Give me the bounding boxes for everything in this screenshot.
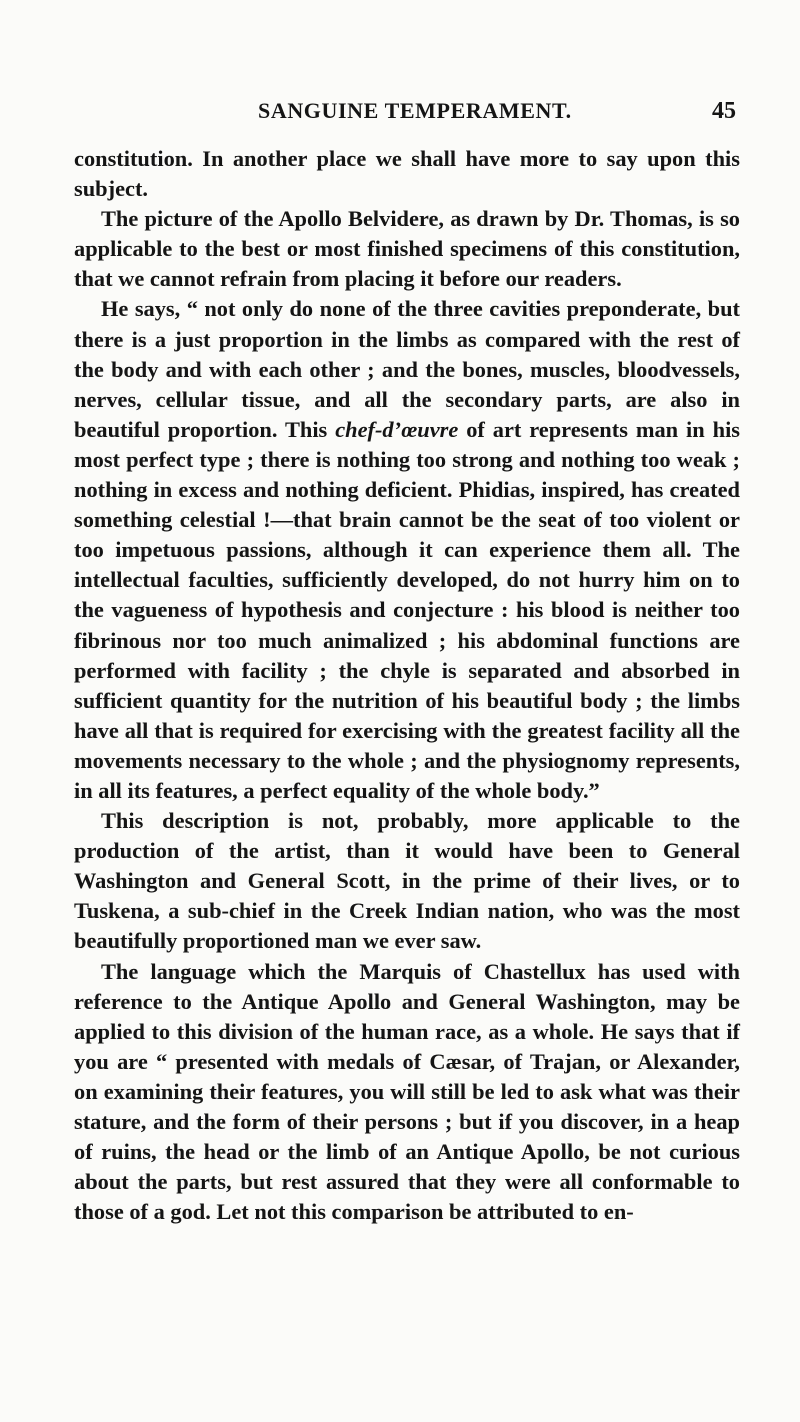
paragraph-chastellux: The language which the Marquis of Chastellux has used with reference to the Antique Apollo and General Washington, may be applied to this division of the human race, as a whole. He says that if you are “ presented with medals of Cæsar, of Trajan, or Alexander, on examining their features, you will still be led to ask what was their stature, and the form of their persons ; but if you discover, in a heap of ruins, the head or the limb of an Antique Apollo, be not curious about the parts, but rest assured that they were all conformable to those of a god. Let not this comparison be attributed to en- bbox=[74, 958, 740, 1225]
running-head bbox=[0, 98, 800, 138]
running-title: SANGUINE TEMPERAMENT. bbox=[258, 98, 572, 123]
body-text bbox=[74, 144, 740, 1227]
page-number: 45 bbox=[712, 98, 736, 124]
paragraph-continuation: constitution. In another place we shall have more to say upon this subject. bbox=[74, 146, 740, 202]
paragraph-quotation bbox=[74, 294, 740, 806]
paragraph-description: This description is not, probably, more applicable to the production of the artist, than it would have been to General Washington and General Scott, in the prime of their lives, or to Tuskena, a sub-chief in the Creek Indian nation, who was the most beautifully proportioned man we ever saw. bbox=[74, 808, 740, 954]
italic-chef-doeuvre: chef-d’œuvre bbox=[335, 416, 459, 442]
quotation-text-end: of art represents man in his most perfect type ; there is nothing too strong and nothing too weak ; nothing in excess and nothing deficient. Phidias, inspired, has created something celestial !—that brain cannot be the seat of too violent or too impetuous passions, although it can experience them all. The intellectual faculties, sufficiently developed, do not hurry him on to the vagueness of hypothesis and conjecture : his blood is neither too fibrinous nor too much animalized ; his abdominal functions are performed with facility ; the chyle is separated and absorbed in sufficient quantity for the nutrition of his beautiful body ; the limbs have all that is required for exercising with the greatest facility all the movements necessary to the whole ; and the physiognomy represents, in all its features, a perfect equality of the whole body.” bbox=[74, 416, 741, 803]
paragraph-apollo-picture: The picture of the Apollo Belvidere, as drawn by Dr. Thomas, is so applicable to the best or most finished specimens of this constitution, that we cannot refrain from placing it before our readers. bbox=[74, 206, 740, 292]
quotation-text-start: He says, “ not only do none of the three cavities preponderate, but there is a just proportion in the limbs as compared with the rest of the body and with each other ; and the bones, muscles, bloodvessels, nerves, cellular tissue, and all the secondary parts, are also in beautiful proportion. This bbox=[74, 296, 740, 442]
